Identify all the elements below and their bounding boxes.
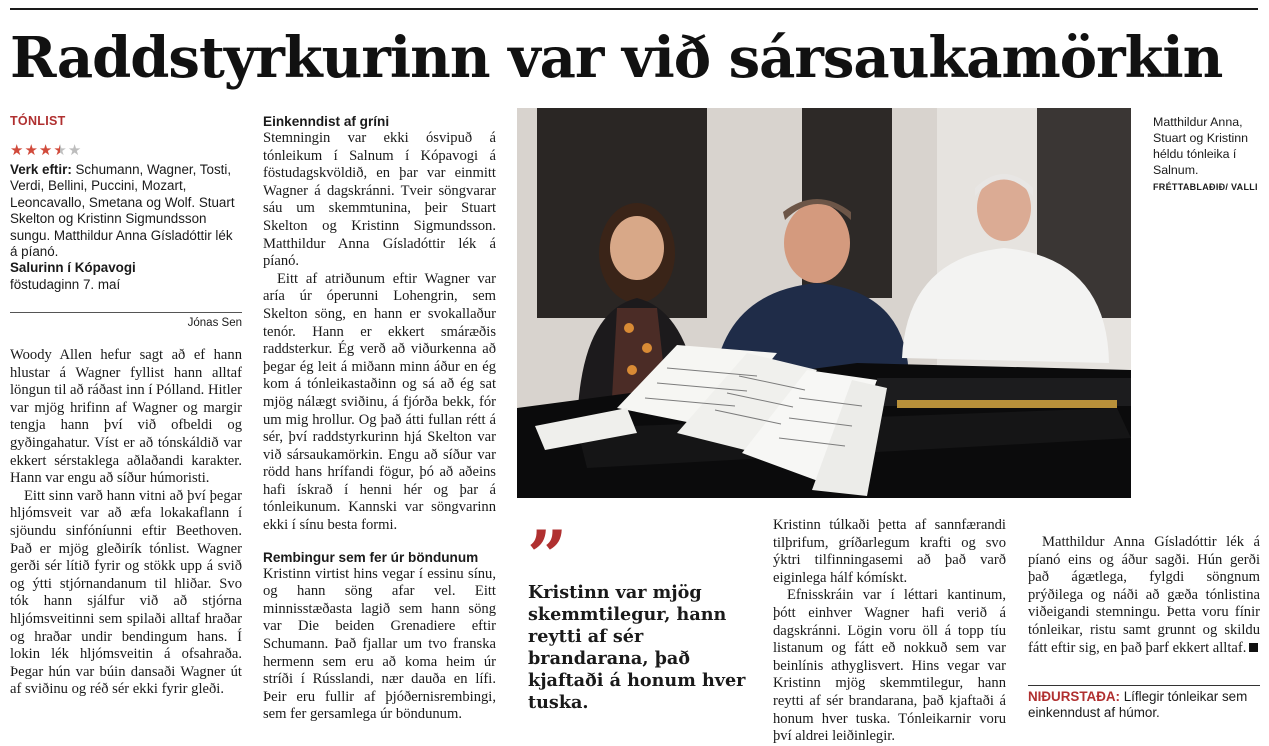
paragraph: Stemningin var ekki ósvipuð á tónleikum í Salnum í Kópavogi á föstudagskvöldið, en þar var einmitt Wagner á dagskránni. Tveir söngvarar sáu um skemmtunina, þeir Stuart Skelton og Kristinn Sigmundsson. Matthildur Anna Gísladóttir lék á píanó. [263,130,496,270]
verdict [1028,689,1260,722]
column-3 [773,517,1006,746]
verdict-label: NIÐURSTAÐA: [1028,689,1120,704]
verdict-divider [1028,685,1260,686]
info-divider [10,312,242,313]
works-label: Verk eftir: [10,162,72,177]
top-rule [10,8,1258,10]
half-star-icon: ★ [53,141,67,159]
paragraph: Kristinn virtist hins vegar í essinu sínu, og hann söng afar vel. Eitt minnisstæðasta lagið sem hann söng var Die beiden Grenadiere eftir Schumann. Það fjallar um tvo franska hermenn sem eru að koma heim úr stríði í Rússlandi, nær dauða en lífi. Þeir eru fullir af þjóðernisrembingi, sem fer gersamlega úr böndunum. [263,565,496,723]
pull-quote: Kristinn var mjög skemmtilegur, hann reytti af sér brandarana, það kjaftaði á honum hver tuska. [528,582,746,713]
subheading: Rembingur sem fer úr böndunum [263,549,479,565]
review-info-box [10,114,242,293]
headline: Raddstyrkurinn var við sársaukamörkin [10,25,1223,91]
concert-date: föstudaginn 7. maí [10,276,121,292]
verdict-text: Líflegir tónleikar sem einkenndust af húmor. [1028,689,1248,721]
paragraph: Eitt sinn varð hann vitni að því þegar hljómsveit var að æfa lokakaflann í sjöundu sinfóníunni eftir Beethoven. Það er mjög gleðirík tónlist. Wagner gerði sér lítið fyrir og stökk upp á svið og ýtti stjórnandanum til hliðar. Svo tók hann sjálfur við að stjórna hljómsveitinni sem spilaði alltaf hraðar og hraðar undir bendingum hans. Í lokin lék hljómsveitin á ofsahraða. Þegar hún var búin dansaði Wagner út af sviðinu og réð sér ekki fyrir gleði. [10,487,242,698]
quote-mark-icon: ” [527,515,568,598]
paragraph: Kristinn túlkaði þetta af sannfærandi tilþrifum, gríðarlegum krafti og svo ýktri tilfinningasemi að það varð eiginlega hálf kómískt. [773,517,1006,586]
paragraph: Woody Allen hefur sagt að ef hann hlustar á Wagner fyllist hann alltaf löngun til að ráðast inn í Pólland. Hitler var mjög hrifinn af Wagner og margir tengja hann því við ofbeldi og gyðingahatur. Víst er að tónskáldið var ekkert sérstaklega aðlaðandi karakter. Hann var engu að síður húmoristi. [10,347,242,487]
section-label: TÓNLIST [10,114,66,128]
paragraph: Efnisskráin var í léttari kantinum, þótt einhver Wagner hafi verið á dagskránni. Lögin voru öll á topp tíu listanum og fátt eð nokkuð sem var beinlínis athyglisvert. Hins vegar var Kristinn mjög skemmtilegur, hann reytti af sér brandarana, það kjaftaði á honum hver tuska. Tónleikarnir voru því aldrei leiðinlegir. [773,587,1006,745]
venue: Salurinn í Kópavogi [10,260,136,276]
column-2 [263,113,496,724]
end-mark-icon [1249,643,1258,652]
author-byline: Jónas Sen [187,317,242,329]
subheading: Einkenndist af gríni [263,114,390,129]
star-icon: ★ [24,141,38,159]
works-info [10,162,242,260]
star-icon: ★ [38,141,53,159]
column-4 [1028,534,1260,657]
paragraph: Matthildur Anna Gísladóttir lék á píanó eins og áður sagði. Hún gerði það ágætlega, fylgdi söngnum prýðilega og náði að gæða tónlistina viðeigandi stemningu. Þetta voru fínir tónleikar, ristu samt grunnt og skildu fátt eftir sig, en það þarf ekkert alltaf. [1028,534,1260,656]
photo-caption [1153,114,1261,194]
star-icon: ★ [10,141,24,159]
concert-photo [517,108,1131,498]
star-rating [10,142,242,158]
works-text: Schumann, Wagner, Tosti, Verdi, Bellini, Puccini, Mozart, Leoncavallo, Smetana og Wolf. Stuart Skelton og Kristinn Sigmundsson sungu. Matthildur Anna Gísladóttir lék á píanó. [10,162,235,260]
photo-credit: FRÉTTABLAÐIÐ/ VALLI [1153,182,1258,192]
empty-star-icon: ★ [67,141,82,159]
performers-image [517,108,1131,498]
caption-text: Matthildur Anna, Stuart og Kristinn héldu tónleika í Salnum. [1153,115,1249,177]
paragraph: Eitt af atriðunum eftir Wagner var aría úr óperunni Lohengrin, sem Skelton söng, en hann er svokallaður tenór. Hann er ekkert smáræðis raddsterkur. Ég verð að viðurkenna að þegar ég leit á miðann minn áður en ég kom á tónleikastaðinn og sá að ég sat mjög nálægt sviðinu, á fjórða bekk, fór um mig hrollur. Og það átti fullan rétt á sér, því raddstyrkurinn hjá Skelton var við sársaukamörkin. Engu að síður var rödd hans hrífandi fögur, þó að aðeins hafi ískrað í henni hér og þar á tónleikunum. Kannski var söngvarinn ekki í sínu besta formi. [263,270,496,534]
column-1 [10,347,242,699]
